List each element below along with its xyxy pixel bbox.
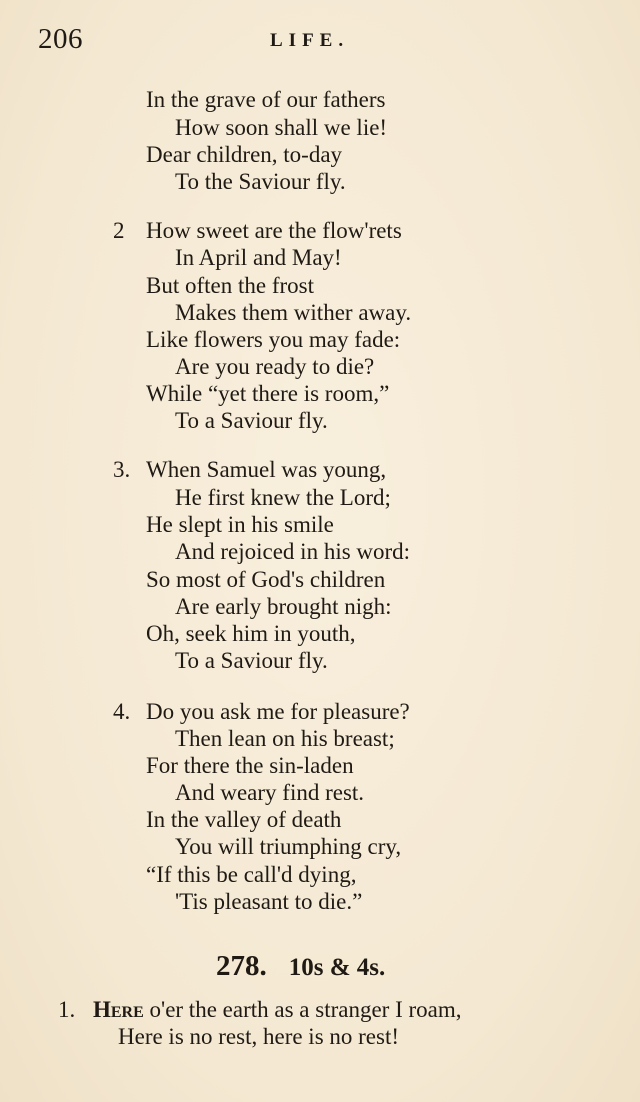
verse-line: You will triumphing cry, — [175, 834, 402, 859]
verse-line: Are early brought nigh: — [175, 594, 392, 619]
verse-line: In April and May! — [175, 245, 342, 270]
verse-line: Do you ask me for pleasure? — [146, 699, 410, 724]
verse-line — [93, 996, 461, 1023]
verse-line: Here is no rest, here is no rest! — [118, 1024, 400, 1049]
verse-line: But often the frost — [146, 273, 314, 298]
verse-line: To a Saviour fly. — [175, 408, 328, 433]
verse-line: 'Tis pleasant to die.” — [175, 889, 363, 914]
verse-line: To a Saviour fly. — [175, 648, 328, 673]
verse-line: Like flowers you may fade: — [146, 327, 401, 352]
verse-number: 3. — [113, 457, 131, 482]
page-number: 206 — [38, 23, 83, 55]
verse-line: In the valley of death — [146, 807, 342, 832]
verse-line: Are you ready to die? — [175, 354, 375, 379]
verse-line: “If this be call'd dying, — [146, 862, 357, 887]
verse-line: Oh, seek him in youth, — [146, 621, 356, 646]
first-word: Here — [93, 997, 144, 1022]
verse-line: And weary find rest. — [175, 780, 365, 805]
verse-line: How soon shall we lie! — [175, 115, 388, 140]
verse-line: How sweet are the flow'rets — [146, 218, 402, 243]
verse-line: When Samuel was young, — [146, 457, 387, 482]
verse-line: For there the sin-laden — [146, 753, 354, 778]
verse-number: 1. — [58, 997, 76, 1022]
verse-line: Dear children, to-day — [146, 142, 343, 167]
verse-line: He first knew the Lord; — [175, 485, 391, 510]
page-header — [0, 22, 640, 58]
verse-line: To the Saviour fly. — [175, 169, 346, 194]
verse-number: 2 — [113, 218, 125, 243]
verse-line: While “yet there is room,” — [146, 381, 390, 406]
verse-line: In the grave of our fathers — [146, 87, 386, 112]
verse-line: And rejoiced in his word: — [175, 539, 411, 564]
verse-line: He slept in his smile — [146, 512, 334, 537]
verse-line: Makes them wither away. — [175, 300, 412, 325]
verse-number: 4. — [113, 699, 131, 724]
verse-line-rest: o'er the earth as a stranger I roam, — [143, 997, 462, 1022]
hymn-heading — [216, 948, 385, 986]
hymn-meter: 10s & 4s. — [288, 954, 386, 981]
verse-line: Then lean on his breast; — [175, 726, 395, 751]
hymn-number: 278. — [216, 950, 267, 982]
verse-line: So most of God's children — [146, 567, 386, 592]
running-head: LIFE. — [270, 30, 350, 51]
